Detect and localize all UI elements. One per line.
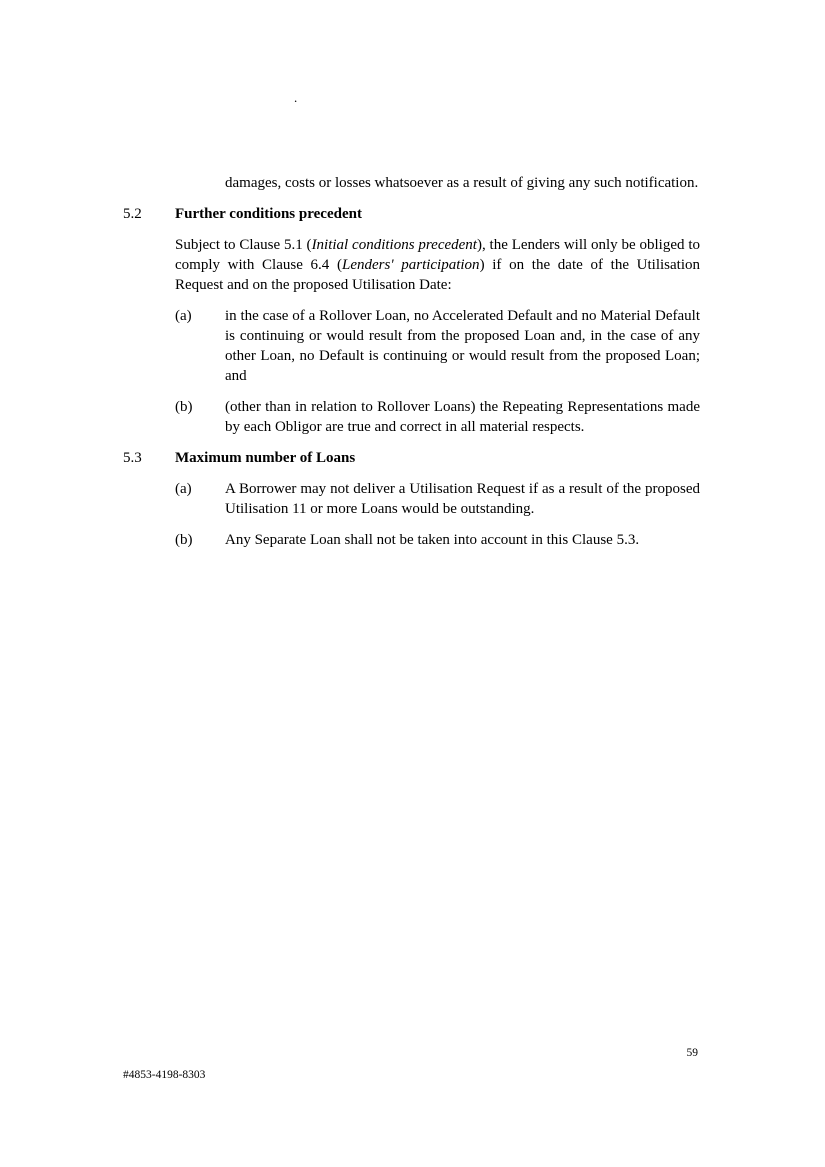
item-label: (b) [175,399,193,415]
clause-5-2-intro [175,235,700,295]
item-text: A Borrower may not deliver a Utilisation Request if as a result of the proposed Utilisation 11 or more Loans would be outstanding. [225,481,700,517]
item-label: (a) [175,308,192,324]
page-number: 59 [686,1047,698,1059]
clause-5-2-intro-italic2: Lenders' participation [342,257,480,273]
clause-5-3-number: 5.3 [123,450,142,466]
item-label: (a) [175,481,192,497]
clause-5-2-intro-italic1: Initial conditions precedent [311,237,477,253]
clause-5-2-intro-seg3: ) if on the date of the Utilisation Request and on the proposed Utilisation Date: [175,257,701,293]
clause-5-2-intro-seg1: Subject to Clause 5.1 ( [175,237,312,253]
clause-5-2-item-b [175,397,700,437]
clause-5-3-item-b [175,530,700,550]
clause-5-2-title: Further conditions precedent [175,206,362,222]
clause-5-2-heading [123,204,700,224]
document-reference: #4853-4198-8303 [123,1069,206,1081]
clause-5-3-heading [123,448,700,468]
stray-mark: . [294,90,298,105]
clause-5-2-intro-seg2: ), the Lenders will only be obliged to comply with Clause 6.4 ( [175,237,700,273]
page-content [123,173,700,561]
item-text: Any Separate Loan shall not be taken into account in this Clause 5.3. [225,532,640,548]
clause-5-2-number: 5.2 [123,206,142,222]
clause-5-3-item-a [175,479,700,519]
item-text: in the case of a Rollover Loan, no Accelerated Default and no Material Default is continuing or would result from the proposed Loan and, in the case of any other Loan, no Default is continuing or would result from the proposed Loan; and [225,308,700,384]
item-label: (b) [175,532,193,548]
clause-5-3-title: Maximum number of Loans [175,450,356,466]
clause-5-2-item-a [175,306,700,386]
continuation-paragraph: damages, costs or losses whatsoever as a result of giving any such notification. [225,175,699,191]
item-text: (other than in relation to Rollover Loans) the Repeating Representations made by each Obligor are true and correct in all material respects. [225,399,700,435]
